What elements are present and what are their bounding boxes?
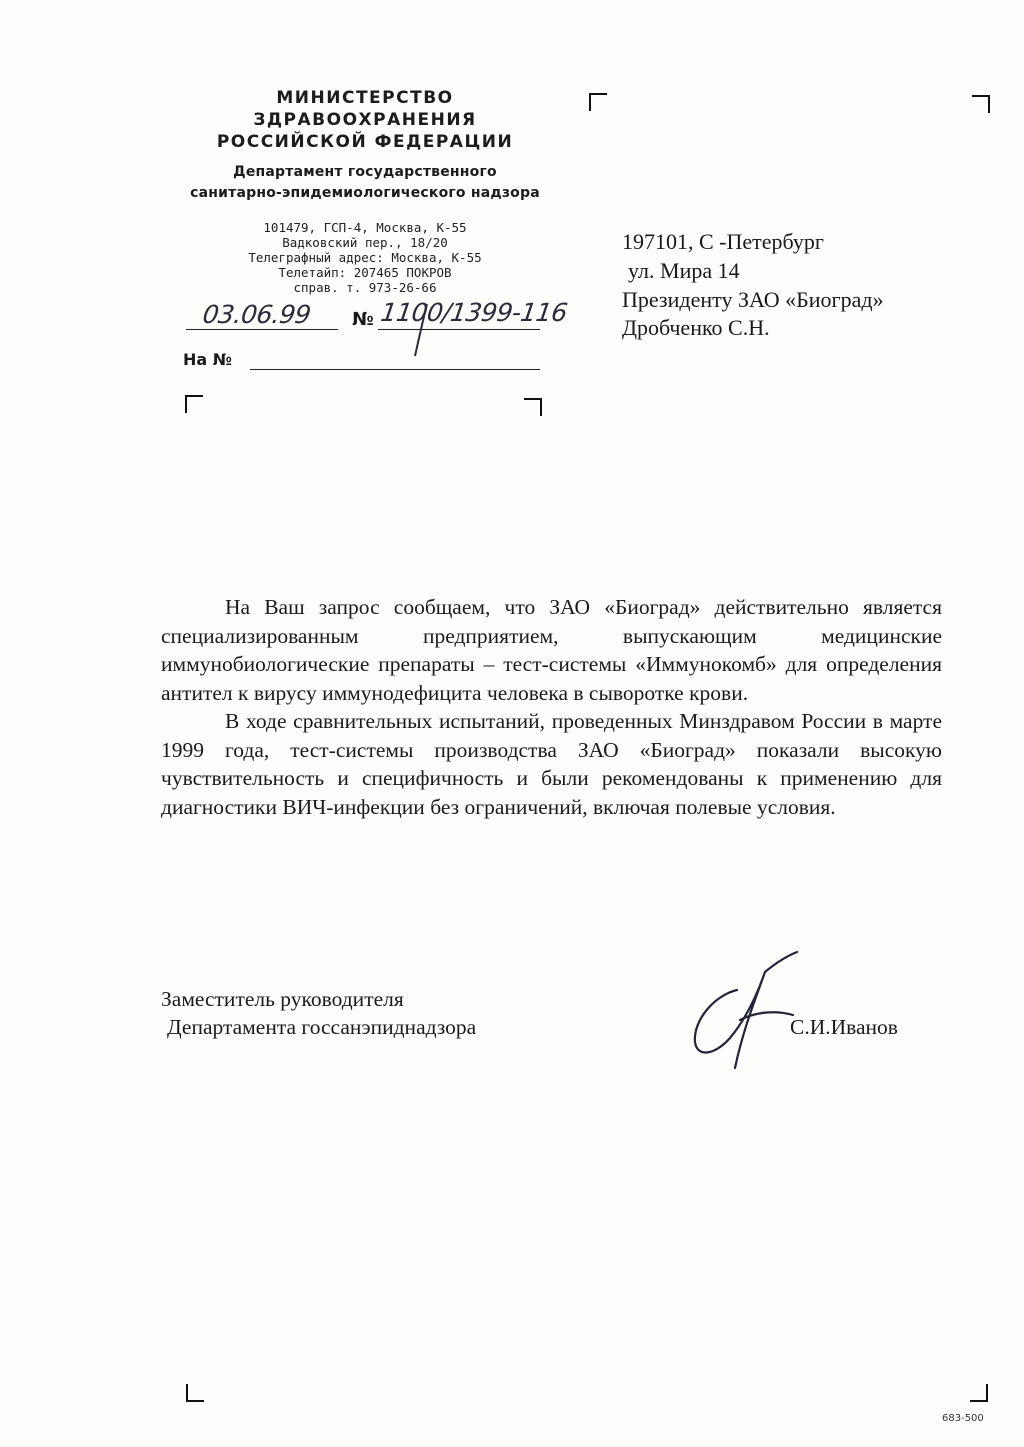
recipient-corner-top-right xyxy=(972,95,990,113)
department-line-1: Департамент государственного xyxy=(233,164,497,180)
letter-body xyxy=(161,593,942,821)
address-line-1: 101479, ГСП-4, Москва, К-55 xyxy=(263,220,467,235)
address-line-2: Вадковский пер., 18/20 xyxy=(282,235,448,250)
signer-title-line-2: Департамента госсанэпиднадзора xyxy=(167,1015,477,1039)
corner-mark-bottom-left xyxy=(186,1384,204,1402)
corner-mark-top-right xyxy=(524,398,542,416)
recipient-line-1: 197101, С -Петербург xyxy=(622,229,824,254)
number-label: № xyxy=(352,309,374,330)
ministry-line-1: МИНИСТЕРСТВО xyxy=(276,88,454,108)
handwritten-stroke xyxy=(405,300,435,360)
ministry-line-2: ЗДРАВООХРАНЕНИЯ xyxy=(253,110,477,130)
address-line-5: справ. т. 973-26-66 xyxy=(293,280,437,295)
signer-title-line-1: Заместитель руководителя xyxy=(161,987,404,1011)
corner-mark-top-left xyxy=(185,395,203,413)
recipient-line-3: Президенту ЗАО «Биоград» xyxy=(622,287,884,312)
body-paragraph-1: На Ваш запрос сообщаем, что ЗАО «Биоград» действительно является специализированным предприятием, выпускающим медицинские иммунобиологические препараты – тест-системы «Иммунокомб» для определения антител к вирусу иммунодефицита человека в сыворотке крови. xyxy=(161,595,942,705)
signer-name: С.И.Иванов xyxy=(790,1015,898,1039)
reply-label: На № xyxy=(183,350,233,369)
date-underline xyxy=(186,329,338,330)
ministry-line-3: РОССИЙСКОЙ ФЕДЕРАЦИИ xyxy=(216,132,514,152)
form-code: 683-500 xyxy=(942,1413,984,1424)
recipient-corner-top-left xyxy=(589,93,607,111)
body-paragraph-2: В ходе сравнительных испытаний, проведенных Минздравом России в марте 1999 года, тест-системы производства ЗАО «Биоград» показали высокую чувствительность и специфичность и были рекомендованы к применению для диагностики ВИЧ-инфекции без ограничений, включая полевые условия. xyxy=(161,709,942,819)
address-line-3: Телеграфный адрес: Москва, К-55 xyxy=(248,250,482,265)
reply-number-line xyxy=(250,369,540,370)
registration-number: 1100/1399-116 xyxy=(378,298,569,327)
recipient-line-2: ул. Мира 14 xyxy=(628,258,740,283)
recipient-line-4: Дробченко С.Н. xyxy=(622,315,770,340)
corner-mark-bottom-right xyxy=(970,1384,988,1402)
handwritten-signature xyxy=(685,950,805,1075)
registration-date: 03.06.99 xyxy=(200,300,313,329)
department-line-2: санитарно-эпидемиологического надзора xyxy=(190,185,540,201)
number-underline xyxy=(378,329,540,330)
address-line-4: Телетайп: 207465 ПОКРОВ xyxy=(278,265,452,280)
